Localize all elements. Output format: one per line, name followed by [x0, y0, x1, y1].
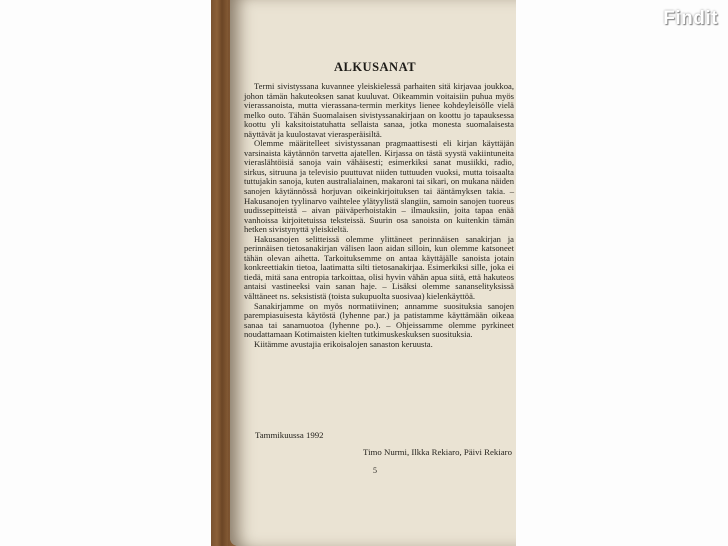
preface-date: Tammikuussa 1992	[255, 430, 324, 440]
paragraph: Hakusanojen selitteissä olemme ylittäneet perinnäisen sanakirjan ja perinnäisen tietosanakirjan välisen laon aidan silloin, kun olemme katsoneet tähän olevan aihetta. Tarkoituksemme on antaa käyttäjälle sanoista jotain konkreettiakin tietoa, laatimatta silti tietosanakirjaa. Esimerkiksi sille, joka ei tiedä, mitä sana entropia tarkoittaa, olisi hyvin vähän apua siitä, että hakuteos antaisi vastineeksi vain sanan haje. – Lisäksi olemme sananselityksissä välttäneet ns. seksististä (toista sukupuolta suosivaa) kielenkäyttöä.	[244, 233, 514, 302]
paragraph: Kiitämme avustajia erikoisalojen sanaston keruusta.	[254, 338, 433, 349]
page-title: ALKUSANAT	[333, 60, 417, 74]
book-photo	[211, 0, 516, 546]
preface-authors: Timo Nurmi, Ilkka Rekiaro, Päivi Rekiaro	[363, 447, 512, 457]
paragraph: Termi sivistyssana kuvannee yleiskielessä parhaiten sitä kirjavaa joukkoa, johon tämän hakuteoksen sanat kuuluvat. Oikeammin voitaisiin puhua myös vierassanoista, mutta vierassana-termin merkitys lienee kohdeyleisölle vielä melko outo. Tähän Suomalaisen sivistyssanakirjaan on koottu jo tapauksessa koottu yli kaksitoistatuhatta sellaista sanaa, jotka monesta suomalaisesta näyttävät ja kuulostavat vierasperäisiltä.	[244, 81, 514, 139]
paragraph: Sanakirjamme on myös normatiivinen; annamme suosituksia sanojen parempiasuisesta käytöstä (lyhenne par.) ja patistamme käyttämään oikeaa sanaa tai sanamuotoa (lyhenne po.). – Ohjeissamme olemme pyrkineet noudattamaan Kotimaisten kielten tutkimuskeskuksen suosituksia.	[244, 300, 514, 340]
findit-logo: Findit	[663, 8, 718, 29]
paragraph: Olemme määritelleet sivistyssanan pragmaattisesti eli kirjan käyttäjän varsinaista käytännön tarvetta ajatellen. Kirjassa on tästä syystä vakiintuneita vieraslähtöisiä sanoja vain vähäisesti; esimerkiksi sanat musiikki, radio, sirkus, sitruuna ja televisio puuttuvat niiden tuttuuden vuoksi, mutta toisaalta tuttujakin sanoja, kuten australialainen, makaroni tai sikari, on mukana näiden sanojen käytännössä horjuvan oikeinkirjoituksen tai ääntämyksen takia. – Hakusanojen tyylinarvo vaihtelee ylätyylistä slangiin, samoin sanojen tuoreus uudissepitteistä – aivan päiväperhoistakin – ilmauksiin, joita tapaa enää vanhoissa kirjoitetuissa teksteissä. Suurin osa sanoista on kuitenkin tämän hetken sivistynyttä yleiskieltä.	[244, 138, 514, 235]
book-page	[230, 0, 516, 546]
page-body	[244, 82, 514, 349]
page-number: 5	[373, 466, 377, 475]
